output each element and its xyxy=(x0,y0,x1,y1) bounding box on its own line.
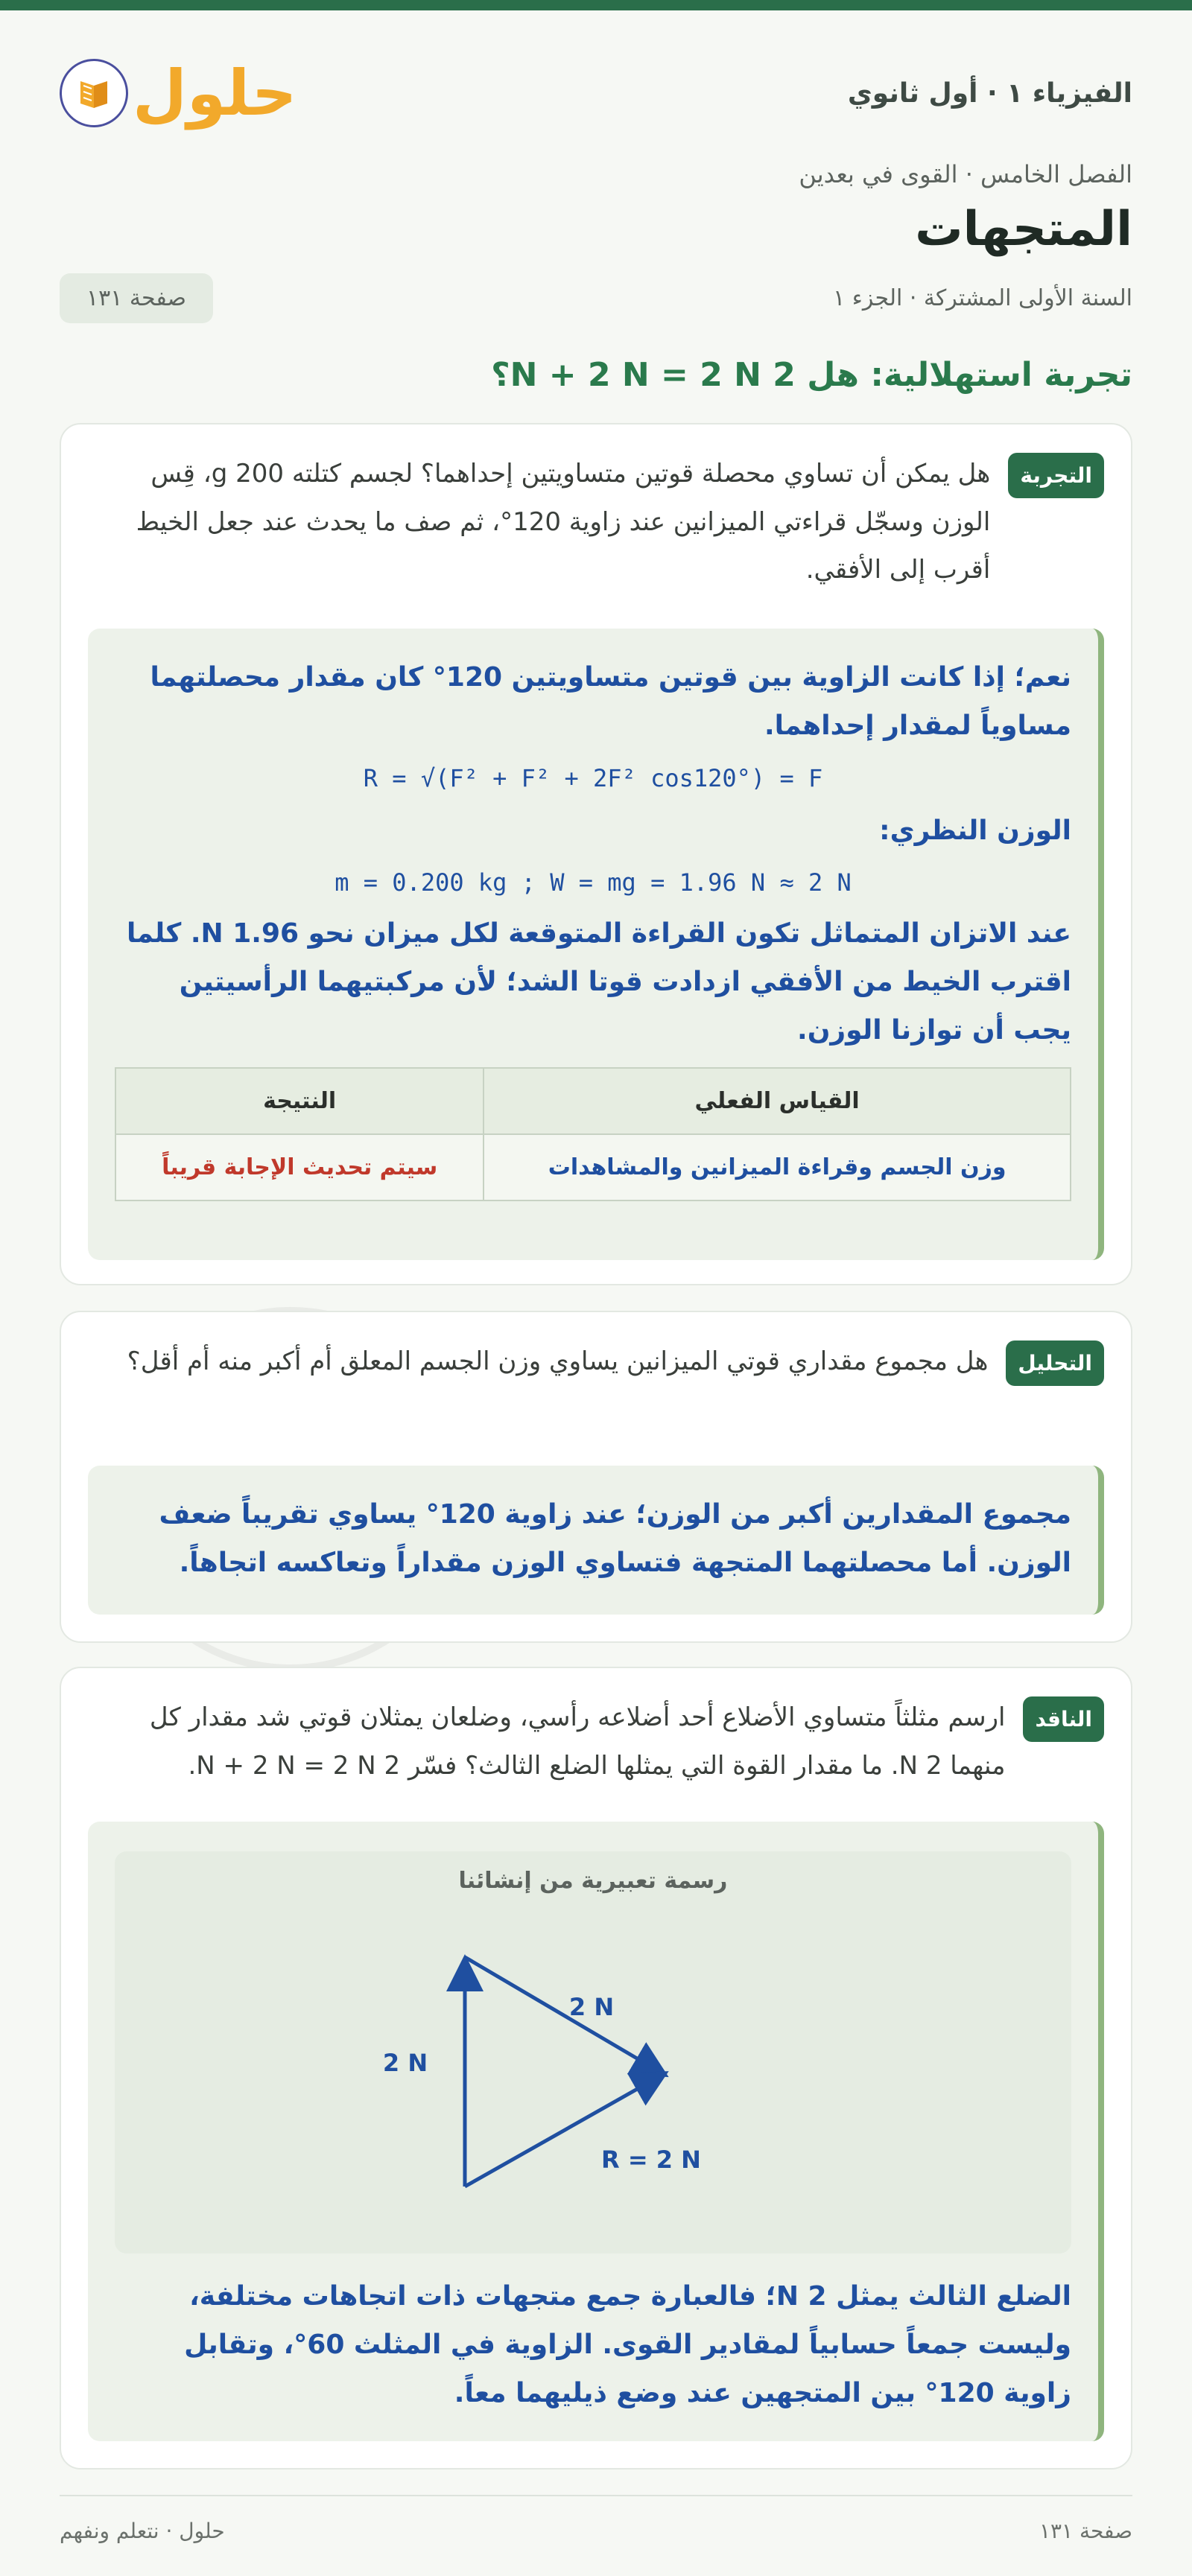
analysis-answer xyxy=(88,1466,1104,1615)
weight-formula: m = 0.200 kg ; W = mg = 1.96 N ≈ 2 N xyxy=(335,868,852,897)
top-accent-bar xyxy=(0,0,1192,10)
analysis-answer-text: مجموع المقدارين أكبر من الوزن؛ عند زاوية 120° يساوي تقريباً ضعف الوزن. أما محصلتهما المتجهة فتساوي الوزن مقداراً وتعاكسه اتجاهاً. xyxy=(159,1499,1071,1578)
experiment-answer xyxy=(88,629,1104,1260)
critic-question: ارسم مثلثاً متساوي الأضلاع أحد أضلاعه رأسي، وضلعان يمثلان قوتي شد مقدار كل منهما 2 N. ما مقدار القوة التي يمثلها الضلع الثالث؟ فسّر 2 N + 2 N = 2 N. xyxy=(149,1702,1006,1781)
page-footer xyxy=(60,2495,1132,2543)
page-header xyxy=(60,45,1132,141)
label-left: 2 N xyxy=(382,2049,428,2077)
page-number-badge: صفحة ١٣١ xyxy=(60,273,213,323)
table-cell: وزن الجسم وقراءة الميزانين والمشاهدات xyxy=(484,1134,1071,1200)
table-header: النتيجة xyxy=(115,1068,484,1134)
section-heading: تجربة استهلالية: هل 2 N + 2 N = 2 N؟ xyxy=(491,356,1132,394)
critic-answer-text: الضلع الثالث يمثل 2 N؛ فالعبارة جمع متجهات ذات اتجاهات مختلفة، وليست جمعاً حسابياً لمقادير القوى. الزاوية في المثلث 60°، وتقابل زاوية 120° بين المتجهين عند وضع ذيليهما معاً. xyxy=(184,2281,1071,2408)
critic-tag: الناقد xyxy=(1023,1696,1104,1742)
vector-triangle xyxy=(115,1896,1000,2246)
resultant-formula: R = √(F² + F² + 2F² cos120°) = F xyxy=(363,763,823,792)
weight-heading: الوزن النظري: xyxy=(879,815,1071,846)
critic-answer xyxy=(88,1822,1104,2441)
book-icon xyxy=(60,59,128,127)
table-cell: سيتم تحديث الإجابة قريباً xyxy=(115,1134,484,1200)
triangle-diagram xyxy=(115,1851,1071,2254)
tension-force-vector xyxy=(465,1957,662,2073)
footer-brand: حلول · نتعلم ونفهم xyxy=(60,2519,225,2543)
title-block xyxy=(60,160,1132,323)
table-header: القياس الفعلي xyxy=(484,1068,1071,1134)
course-title: الفيزياء ١ · أول ثانوي xyxy=(847,77,1132,109)
answer-detail: عند الاتزان المتماثل تكون القراءة المتوقعة لكل ميزان نحو 1.96 N. كلما اقترب الخيط من الأفقي ازدادت قوتا الشد؛ لأن مركبتيهما الرأسيتين يجب أن توازنا الوزن. xyxy=(127,918,1071,1046)
experiment-card xyxy=(60,423,1132,1285)
answer-intro: نعم؛ إذا كانت الزاوية بين قوتين متساويتين 120° كان مقدار محصلتهما مساوياً لمقدار إحداهما. xyxy=(150,662,1071,741)
brand-logo[interactable] xyxy=(60,57,297,130)
analysis-question: هل مجموع مقداري قوتي الميزانين يساوي وزن الجسم المعلق أم أكبر منه أم أقل؟ xyxy=(127,1346,989,1376)
analysis-card xyxy=(60,1311,1132,1643)
page-title: المتجهات xyxy=(915,202,1132,257)
results-table xyxy=(115,1067,1071,1201)
label-top: 2 N xyxy=(568,1993,615,2021)
analysis-tag: التحليل xyxy=(1006,1341,1104,1386)
brand-wordmark: حلول xyxy=(133,57,297,130)
grade-label: السنة الأولى المشتركة · الجزء ١ xyxy=(833,285,1132,311)
experiment-tag: التجربة xyxy=(1008,453,1104,498)
chapter-label: الفصل الخامس · القوى في بعدين xyxy=(799,160,1132,188)
table-row xyxy=(115,1134,1071,1200)
footer-page-number: صفحة ١٣١ xyxy=(1039,2519,1132,2543)
critic-card xyxy=(60,1667,1132,2470)
experiment-question: هل يمكن أن تساوي محصلة قوتين متساويتين إحداهما؟ لجسم كتلته 200 g، قِس الوزن وسجّل قراءتي الميزانين عند زاوية 120°، ثم صف ما يحدث عند جعل الخيط أقرب إلى الأفقي. xyxy=(136,459,991,585)
label-bottom: R = 2 N xyxy=(601,2146,701,2174)
diagram-caption: رسمة تعبيرية من إنشائنا xyxy=(458,1868,728,1894)
